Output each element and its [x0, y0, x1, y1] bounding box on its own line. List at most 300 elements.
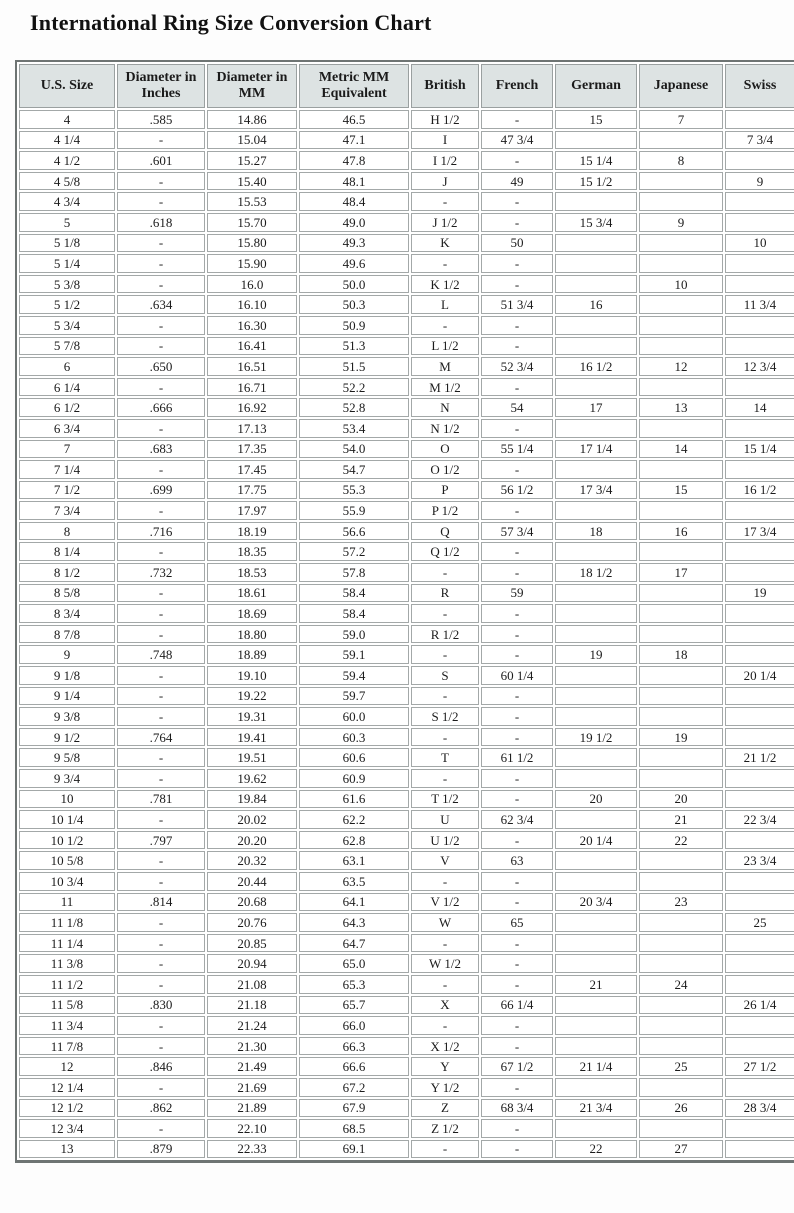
cell: 4 3/4 — [19, 192, 115, 211]
cell: 27 1/2 — [725, 1057, 794, 1076]
cell: 20.02 — [207, 810, 297, 829]
cell — [639, 254, 723, 273]
cell — [555, 1078, 637, 1097]
cell: - — [411, 604, 479, 623]
table-row — [19, 872, 794, 891]
cell — [555, 419, 637, 438]
cell: - — [117, 1119, 205, 1138]
cell: 26 1/4 — [725, 996, 794, 1015]
cell: 21.89 — [207, 1099, 297, 1118]
cell — [555, 851, 637, 870]
cell: - — [481, 975, 553, 994]
cell: 12 — [19, 1057, 115, 1076]
cell — [725, 275, 794, 294]
cell: - — [481, 625, 553, 644]
cell — [555, 337, 637, 356]
cell: 47 3/4 — [481, 131, 553, 150]
table-row — [19, 522, 794, 541]
cell: 53.4 — [299, 419, 409, 438]
table-row — [19, 954, 794, 973]
cell: 10 1/2 — [19, 831, 115, 850]
cell: 18.80 — [207, 625, 297, 644]
cell — [639, 460, 723, 479]
cell: X — [411, 996, 479, 1015]
cell: 5 7/8 — [19, 337, 115, 356]
cell — [639, 419, 723, 438]
cell: 52.8 — [299, 398, 409, 417]
cell: .814 — [117, 893, 205, 912]
cell — [639, 234, 723, 253]
cell — [555, 810, 637, 829]
cell: 22 — [639, 831, 723, 850]
cell: - — [117, 172, 205, 191]
cell: X 1/2 — [411, 1037, 479, 1056]
cell: 63 — [481, 851, 553, 870]
cell: 15.04 — [207, 131, 297, 150]
cell: - — [481, 316, 553, 335]
cell: 51.3 — [299, 337, 409, 356]
cell: .618 — [117, 213, 205, 232]
cell: - — [481, 954, 553, 973]
cell: 51.5 — [299, 357, 409, 376]
cell: .748 — [117, 645, 205, 664]
cell — [725, 687, 794, 706]
cell: 15 3/4 — [555, 213, 637, 232]
cell: K 1/2 — [411, 275, 479, 294]
column-header-french: French — [481, 64, 553, 108]
cell: P — [411, 481, 479, 500]
cell: 50 — [481, 234, 553, 253]
cell: 49.3 — [299, 234, 409, 253]
cell — [725, 460, 794, 479]
cell — [725, 1078, 794, 1097]
table-row — [19, 934, 794, 953]
cell: - — [117, 625, 205, 644]
table-row — [19, 707, 794, 726]
table-row — [19, 1078, 794, 1097]
cell: 68 3/4 — [481, 1099, 553, 1118]
cell: 60 1/4 — [481, 666, 553, 685]
cell — [639, 872, 723, 891]
cell: 50.3 — [299, 295, 409, 314]
cell: .716 — [117, 522, 205, 541]
cell: Y — [411, 1057, 479, 1076]
cell: - — [117, 604, 205, 623]
cell — [725, 769, 794, 788]
cell: 59.4 — [299, 666, 409, 685]
cell — [725, 337, 794, 356]
cell: 63.1 — [299, 851, 409, 870]
cell — [725, 316, 794, 335]
cell: .650 — [117, 357, 205, 376]
cell: - — [117, 542, 205, 561]
cell — [725, 110, 794, 129]
cell: 67.9 — [299, 1099, 409, 1118]
table-row — [19, 1016, 794, 1035]
cell: 66 1/4 — [481, 996, 553, 1015]
cell — [555, 316, 637, 335]
cell: 15.80 — [207, 234, 297, 253]
cell: - — [117, 954, 205, 973]
table-header — [19, 64, 794, 108]
cell: 66.6 — [299, 1057, 409, 1076]
cell — [639, 851, 723, 870]
table-row — [19, 337, 794, 356]
cell: - — [117, 1078, 205, 1097]
cell: 56.6 — [299, 522, 409, 541]
cell: 9 — [19, 645, 115, 664]
table-row — [19, 1037, 794, 1056]
cell: - — [411, 1016, 479, 1035]
cell — [725, 893, 794, 912]
cell: 17 3/4 — [725, 522, 794, 541]
table-row — [19, 131, 794, 150]
cell: S — [411, 666, 479, 685]
cell: 6 — [19, 357, 115, 376]
cell: 20.68 — [207, 893, 297, 912]
cell — [555, 954, 637, 973]
cell: - — [117, 810, 205, 829]
cell: L 1/2 — [411, 337, 479, 356]
column-header-swiss: Swiss — [725, 64, 794, 108]
cell: U — [411, 810, 479, 829]
cell: 17 — [639, 563, 723, 582]
cell: - — [481, 501, 553, 520]
cell: 59.7 — [299, 687, 409, 706]
cell: 9 — [639, 213, 723, 232]
cell: 11 1/2 — [19, 975, 115, 994]
cell: 18 — [639, 645, 723, 664]
cell — [555, 707, 637, 726]
cell: 11 3/8 — [19, 954, 115, 973]
column-header-japanese: Japanese — [639, 64, 723, 108]
cell — [725, 831, 794, 850]
cell: .781 — [117, 790, 205, 809]
table-row — [19, 501, 794, 520]
cell: 65.7 — [299, 996, 409, 1015]
cell: T — [411, 748, 479, 767]
cell: 6 1/4 — [19, 378, 115, 397]
cell: - — [117, 707, 205, 726]
cell — [555, 666, 637, 685]
cell: 18.89 — [207, 645, 297, 664]
cell: - — [117, 378, 205, 397]
cell: 19 1/2 — [555, 728, 637, 747]
cell: V — [411, 851, 479, 870]
cell: 11 5/8 — [19, 996, 115, 1015]
cell: 48.1 — [299, 172, 409, 191]
cell: 19.41 — [207, 728, 297, 747]
cell: 19.62 — [207, 769, 297, 788]
table-row — [19, 810, 794, 829]
table-row — [19, 748, 794, 767]
cell — [639, 584, 723, 603]
cell: 15.70 — [207, 213, 297, 232]
table-row — [19, 460, 794, 479]
cell: 22 — [555, 1140, 637, 1159]
cell: H 1/2 — [411, 110, 479, 129]
cell: 10 — [19, 790, 115, 809]
cell: - — [117, 934, 205, 953]
cell: 7 1/4 — [19, 460, 115, 479]
cell — [555, 913, 637, 932]
cell: 19 — [555, 645, 637, 664]
cell: 49 — [481, 172, 553, 191]
cell: 7 3/4 — [725, 131, 794, 150]
table-row — [19, 378, 794, 397]
cell: R — [411, 584, 479, 603]
cell: T 1/2 — [411, 790, 479, 809]
table-row — [19, 913, 794, 932]
cell — [639, 501, 723, 520]
table-row — [19, 295, 794, 314]
cell: 4 1/4 — [19, 131, 115, 150]
cell: - — [481, 934, 553, 953]
cell: 47.1 — [299, 131, 409, 150]
cell — [639, 666, 723, 685]
cell — [725, 645, 794, 664]
cell: 49.6 — [299, 254, 409, 273]
table-row — [19, 151, 794, 170]
cell — [639, 378, 723, 397]
cell: 16.10 — [207, 295, 297, 314]
cell: 60.0 — [299, 707, 409, 726]
cell: 12 3/4 — [725, 357, 794, 376]
cell: 20 1/4 — [555, 831, 637, 850]
cell — [639, 625, 723, 644]
cell — [555, 378, 637, 397]
cell — [725, 707, 794, 726]
table-row — [19, 234, 794, 253]
cell: K — [411, 234, 479, 253]
table-row — [19, 440, 794, 459]
column-header-metric-mm: Metric MM Equivalent — [299, 64, 409, 108]
cell: - — [481, 460, 553, 479]
cell: 47.8 — [299, 151, 409, 170]
table-row — [19, 851, 794, 870]
cell: 8 7/8 — [19, 625, 115, 644]
cell: 14.86 — [207, 110, 297, 129]
cell: 8 3/4 — [19, 604, 115, 623]
cell: 17 — [555, 398, 637, 417]
cell: 16.71 — [207, 378, 297, 397]
ring-size-conversion-table — [15, 60, 794, 1163]
cell: 10 1/4 — [19, 810, 115, 829]
cell — [725, 254, 794, 273]
cell: 18.61 — [207, 584, 297, 603]
cell: 11 1/4 — [19, 934, 115, 953]
cell — [555, 460, 637, 479]
cell: 4 1/2 — [19, 151, 115, 170]
cell: 19.84 — [207, 790, 297, 809]
cell: .585 — [117, 110, 205, 129]
cell: 48.4 — [299, 192, 409, 211]
cell — [639, 934, 723, 953]
cell: .862 — [117, 1099, 205, 1118]
cell: 16 — [555, 295, 637, 314]
cell: 20 — [555, 790, 637, 809]
cell: - — [117, 419, 205, 438]
cell: 62.8 — [299, 831, 409, 850]
cell: - — [481, 192, 553, 211]
cell: 23 3/4 — [725, 851, 794, 870]
cell: 64.7 — [299, 934, 409, 953]
cell: 52.2 — [299, 378, 409, 397]
table-row — [19, 542, 794, 561]
cell — [725, 501, 794, 520]
cell: 20.20 — [207, 831, 297, 850]
cell: 25 — [725, 913, 794, 932]
column-header-german: German — [555, 64, 637, 108]
cell — [555, 748, 637, 767]
cell: 20.32 — [207, 851, 297, 870]
cell: 8 1/2 — [19, 563, 115, 582]
cell: - — [481, 1140, 553, 1159]
cell — [725, 1037, 794, 1056]
cell: - — [117, 337, 205, 356]
cell: 69.1 — [299, 1140, 409, 1159]
cell: 65.0 — [299, 954, 409, 973]
table-row — [19, 275, 794, 294]
cell: - — [481, 707, 553, 726]
cell: - — [481, 151, 553, 170]
cell: 18.19 — [207, 522, 297, 541]
cell — [725, 1119, 794, 1138]
cell: 27 — [639, 1140, 723, 1159]
cell: 18.35 — [207, 542, 297, 561]
cell — [639, 707, 723, 726]
cell: - — [117, 666, 205, 685]
cell: 52 3/4 — [481, 357, 553, 376]
cell: W — [411, 913, 479, 932]
cell: N — [411, 398, 479, 417]
cell: - — [481, 542, 553, 561]
cell — [555, 625, 637, 644]
cell: - — [411, 1140, 479, 1159]
cell: 19 — [639, 728, 723, 747]
cell: 15 1/4 — [725, 440, 794, 459]
cell: 10 5/8 — [19, 851, 115, 870]
cell: 66.3 — [299, 1037, 409, 1056]
cell — [639, 131, 723, 150]
cell: 5 — [19, 213, 115, 232]
cell: - — [117, 192, 205, 211]
cell: 57.8 — [299, 563, 409, 582]
cell: 9 5/8 — [19, 748, 115, 767]
cell: 5 1/4 — [19, 254, 115, 273]
cell — [725, 872, 794, 891]
cell: - — [117, 975, 205, 994]
cell: - — [481, 893, 553, 912]
cell: 20 — [639, 790, 723, 809]
cell: 10 — [725, 234, 794, 253]
cell: 15 — [555, 110, 637, 129]
cell: 20.76 — [207, 913, 297, 932]
cell: 64.3 — [299, 913, 409, 932]
table-row — [19, 172, 794, 191]
cell: 17 1/4 — [555, 440, 637, 459]
cell: 28 3/4 — [725, 1099, 794, 1118]
cell: - — [117, 234, 205, 253]
cell: 62 3/4 — [481, 810, 553, 829]
cell — [555, 275, 637, 294]
cell: 21.18 — [207, 996, 297, 1015]
cell — [639, 954, 723, 973]
cell: 15.27 — [207, 151, 297, 170]
cell: - — [481, 1037, 553, 1056]
cell: J 1/2 — [411, 213, 479, 232]
cell: O 1/2 — [411, 460, 479, 479]
cell: - — [117, 275, 205, 294]
cell: 5 1/8 — [19, 234, 115, 253]
table-row — [19, 254, 794, 273]
cell: 18.53 — [207, 563, 297, 582]
cell: - — [411, 192, 479, 211]
cell: 18 — [555, 522, 637, 541]
cell: .683 — [117, 440, 205, 459]
table-row — [19, 687, 794, 706]
cell: 61.6 — [299, 790, 409, 809]
cell — [639, 748, 723, 767]
cell: 21 1/4 — [555, 1057, 637, 1076]
table-row — [19, 1099, 794, 1118]
cell: 15.53 — [207, 192, 297, 211]
cell — [639, 996, 723, 1015]
column-header-british: British — [411, 64, 479, 108]
cell: - — [117, 769, 205, 788]
cell: .634 — [117, 295, 205, 314]
cell: 56 1/2 — [481, 481, 553, 500]
cell: 17.13 — [207, 419, 297, 438]
cell: 16.51 — [207, 357, 297, 376]
cell: 21 — [555, 975, 637, 994]
cell: - — [481, 1078, 553, 1097]
cell: - — [481, 687, 553, 706]
cell: - — [481, 769, 553, 788]
cell: 5 3/4 — [19, 316, 115, 335]
cell: 59 — [481, 584, 553, 603]
cell: - — [117, 501, 205, 520]
cell: 61 1/2 — [481, 748, 553, 767]
cell: 18 1/2 — [555, 563, 637, 582]
table-row — [19, 1057, 794, 1076]
cell: - — [481, 110, 553, 129]
cell: 7 — [19, 440, 115, 459]
cell: 20 1/4 — [725, 666, 794, 685]
cell: 18.69 — [207, 604, 297, 623]
cell: L — [411, 295, 479, 314]
cell — [725, 1016, 794, 1035]
cell: U 1/2 — [411, 831, 479, 850]
cell: M 1/2 — [411, 378, 479, 397]
cell: 17 3/4 — [555, 481, 637, 500]
cell: J — [411, 172, 479, 191]
cell: 54 — [481, 398, 553, 417]
cell: 22.10 — [207, 1119, 297, 1138]
column-header-diameter-inches: Diameter in Inches — [117, 64, 205, 108]
cell: 21.30 — [207, 1037, 297, 1056]
cell: 9 1/2 — [19, 728, 115, 747]
cell: 12 — [639, 357, 723, 376]
cell — [725, 1140, 794, 1159]
cell — [555, 604, 637, 623]
cell: 11 — [19, 893, 115, 912]
cell: 24 — [639, 975, 723, 994]
cell: - — [481, 254, 553, 273]
table-row — [19, 213, 794, 232]
cell — [725, 975, 794, 994]
cell: 57.2 — [299, 542, 409, 561]
